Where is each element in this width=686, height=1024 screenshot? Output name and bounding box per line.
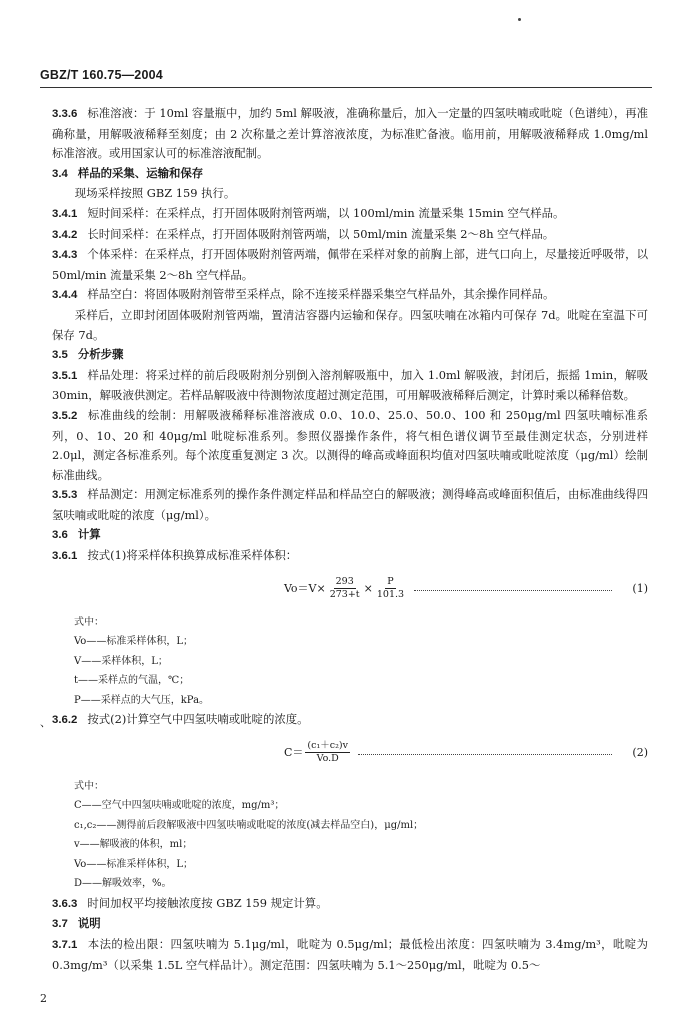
section-3-4-4	[52, 285, 648, 306]
clause-number: 3.5.1	[52, 369, 78, 382]
equation-number: (1)	[632, 581, 648, 595]
paragraph-3-4: 现场采样按照 GBZ 159 执行。	[74, 186, 236, 201]
heading-3-6	[52, 525, 648, 546]
clause-number: 3.5.2	[52, 409, 78, 422]
heading-number: 3.5	[52, 349, 68, 362]
clause-text: 样品处理：将采过样的前后段吸附剂分别倒入溶剂解吸瓶中，加入 1.0ml 解吸液，封闭后，振摇 1min，解吸 30min，解吸液供测定。若样品解吸液中待测物浓度超过测定范围，可用解吸液稀释后测定，计算时乘以稀释倍数。	[52, 367, 648, 403]
clause-number: 3.4.1	[52, 207, 78, 220]
clause-text: 标准溶液：于 10ml 容量瓶中，加约 5ml 解吸液，准确称量后，加入一定量的四氢呋喃或吡啶（色谱纯），再准确称量，用解吸液稀释至刻度；由 2 次称量之差计算溶液浓度，为标准贮备液。临用前，用解吸液稀释成 1.0mg/ml 标准溶液。或用国家认可的标准溶液配制。	[52, 106, 648, 161]
clause-number: 3.4.2	[52, 228, 78, 241]
leader-dots	[414, 589, 612, 591]
heading-title: 计算	[77, 527, 101, 542]
page-number: 2	[40, 992, 47, 1005]
document-body	[52, 104, 648, 975]
times-sign: ×	[363, 581, 373, 595]
section-3-7-1	[52, 935, 648, 975]
formula-1-lhs: Vo＝V×	[284, 581, 326, 595]
where-label: 式中：	[74, 780, 104, 792]
section-3-5-1	[52, 366, 648, 406]
clause-text: 按式(1)将采样体积换算成标准采样体积：	[87, 548, 298, 563]
scan-speck	[518, 18, 521, 21]
section-3-5-3	[52, 485, 648, 525]
clause-text: 短时间采样：在采样点，打开固体吸附剂管两端，以 100ml/min 流量采集 15min 空气样品。	[87, 205, 565, 220]
section-3-5-2	[52, 406, 648, 485]
section-3-4-1	[52, 204, 648, 225]
heading-3-4	[52, 164, 648, 185]
where-item: Vo——标准采样体积，L；	[74, 636, 193, 648]
clause-number: 3.6.1	[52, 550, 78, 563]
fraction-temperature	[328, 576, 362, 601]
clause-text: 样品空白：将固体吸附剂管带至采样点，除不连接采样器采集空气样品外，其余操作同样品。	[87, 287, 555, 302]
fraction-numerator: 293	[335, 576, 354, 588]
formula-2-lhs: C＝	[284, 745, 304, 759]
where-list-1	[52, 613, 648, 711]
section-3-6-1	[52, 546, 648, 567]
where-item: V——采样体积，L；	[74, 655, 168, 667]
where-item: P——采样点的大气压，kPa。	[74, 694, 210, 706]
where-item: v——解吸液的体积，ml；	[74, 839, 193, 851]
fraction-denominator: 101.3	[376, 589, 405, 601]
clause-text: 长时间采样：在采样点，打开固体吸附剂管两端，以 50ml/min 流量采集 2～8h 空气样品。	[87, 226, 555, 241]
where-item: c₁,c₂——测得前后段解吸液中四氢呋喃或吡啶的浓度(减去样品空白)，μg/ml；	[74, 819, 424, 831]
fraction-numerator: P	[387, 576, 394, 588]
heading-number: 3.7	[52, 918, 68, 931]
section-3-4-3	[52, 245, 648, 285]
side-mark: 、	[40, 716, 51, 729]
equation-number: (2)	[632, 745, 648, 759]
formula-1-expression	[284, 576, 408, 601]
fraction-pressure	[375, 576, 406, 601]
fraction-numerator: (c₁＋c₂)v	[307, 740, 348, 752]
heading-title: 样品的采集、运输和保存	[77, 165, 204, 180]
section-3-3-6	[52, 104, 648, 164]
header-rule	[40, 87, 652, 88]
section-3-6-3	[52, 894, 648, 915]
clause-text: 本法的检出限：四氢呋喃为 5.1μg/ml，吡啶为 0.5μg/ml；最低检出浓度：四氢呋喃为 3.4mg/m³，吡啶为 0.3mg/m³（以采集 1.5L 空气样品计）。测定范围：四氢呋喃为 5.1～250μg/ml，吡啶为 0.5～	[52, 936, 648, 972]
clause-number: 3.5.3	[52, 489, 78, 502]
fraction-denominator: 273+t	[329, 589, 360, 601]
formula-2-expression	[284, 740, 352, 765]
clause-number: 3.6.2	[52, 714, 78, 727]
clause-text: 标准曲线的绘制：用解吸液稀释标准溶液成 0.0、10.0、25.0、50.0、100 和 250μg/ml 四氢呋喃标准系列，0、10、20 和 40μg/ml 吡啶标准系列。参照仪器操作条件，将气相色谱仪调节至最佳测定状态，分别进样 2.0μl，测定各标准系列。每个浓度重复测定 3 次。以测得的峰高或峰面积均值对四氢呋喃或吡啶浓度（μg/ml）绘制标准曲线。	[52, 407, 648, 482]
heading-title: 分析步骤	[77, 347, 124, 362]
clause-text: 时间加权平均接触浓度按 GBZ 159 规定计算。	[87, 895, 328, 910]
fraction-concentration	[305, 740, 350, 765]
section-3-6-2	[52, 710, 648, 731]
clause-number: 3.4.3	[52, 249, 78, 262]
heading-number: 3.4	[52, 167, 68, 180]
where-item: C——空气中四氢呋喃或吡啶的浓度，mg/m³；	[74, 800, 285, 812]
clause-number: 3.7.1	[52, 938, 78, 951]
heading-title: 说明	[77, 916, 101, 931]
clause-text: 按式(2)计算空气中四氢呋喃或吡啶的浓度。	[87, 712, 309, 727]
clause-number: 3.3.6	[52, 108, 78, 120]
section-3-4-2	[52, 225, 648, 246]
where-item: Vo——标准采样体积，L；	[74, 858, 193, 870]
leader-dots	[358, 753, 612, 755]
formula-2	[52, 733, 648, 773]
clause-text: 样品测定：用测定标准系列的操作条件测定样品和样品空白的解吸液；测得峰高或峰面积值后，由标准曲线得四氢呋喃或吡啶的浓度（μg/ml）。	[52, 487, 648, 522]
clause-text: 个体采样：在采样点，打开固体吸附剂管两端，佩带在采样对象的前胸上部，进气口向上，尽量接近呼吸带，以 50ml/min 流量采集 2～8h 空气样品。	[52, 247, 648, 282]
formula-1	[52, 569, 648, 609]
clause-number: 3.4.4	[52, 289, 78, 302]
where-item: D——解吸效率，%。	[74, 878, 172, 890]
fraction-denominator: Vo.D	[316, 753, 339, 765]
where-label: 式中：	[74, 616, 104, 628]
heading-3-7	[52, 914, 648, 935]
heading-number: 3.6	[52, 529, 68, 542]
heading-3-5	[52, 345, 648, 366]
clause-number: 3.6.3	[52, 897, 78, 910]
where-list-2	[52, 777, 648, 894]
standard-header: GBZ/T 160.75—2004	[40, 68, 163, 82]
where-item: t——采样点的气温，℃；	[74, 675, 190, 687]
paragraph-3-4-4: 采样后，立即封闭固体吸附剂管两端，置清洁容器内运输和保存。四氢呋喃在冰箱内可保存 7d。吡啶在室温下可保存 7d。	[52, 307, 648, 342]
